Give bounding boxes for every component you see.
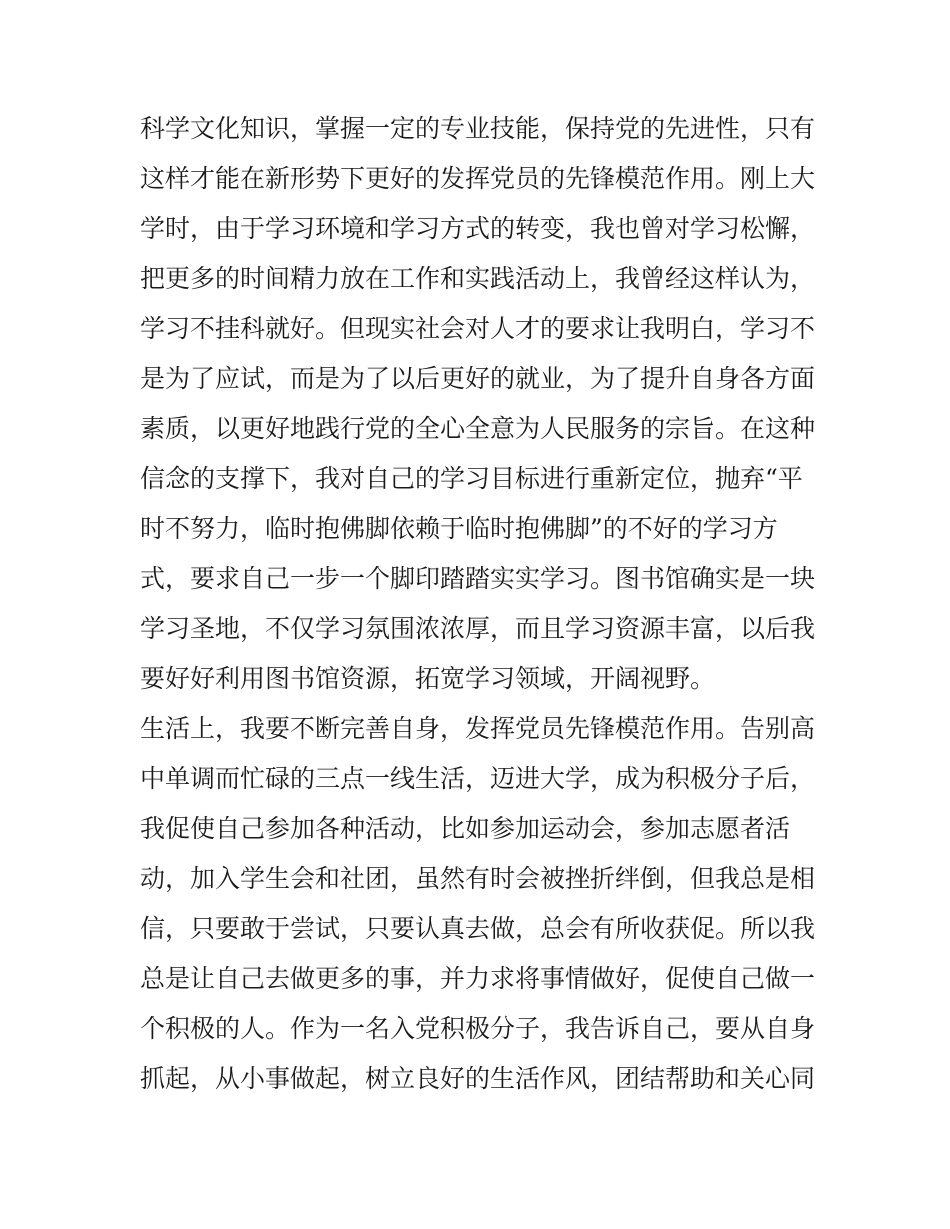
text-line: 把更多的时间精力放在工作和实践活动上，我曾经这样认为， bbox=[140, 264, 816, 293]
text-line: 要好好利用图书馆资源，拓宽学习领域，开阔视野。 bbox=[140, 664, 716, 693]
text-line: 动，加入学生会和社团，虽然有时会被挫折绊倒，但我总是相 bbox=[140, 864, 816, 893]
text-line: 中单调而忙碌的三点一线生活，迈进大学，成为积极分子后， bbox=[140, 764, 816, 793]
text-line: 抓起，从小事做起，树立良好的生活作风，团结帮助和关心同 bbox=[140, 1064, 816, 1093]
text-line: 个积极的人。作为一名入党积极分子，我告诉自己，要从自身 bbox=[140, 1014, 816, 1043]
text-line: 科学文化知识，掌握一定的专业技能，保持党的先进性，只有 bbox=[140, 114, 816, 143]
text-line: 是为了应试，而是为了以后更好的就业，为了提升自身各方面 bbox=[140, 364, 816, 393]
text-line: 时不努力，临时抱佛脚依赖于临时抱佛脚”的不好的学习方 bbox=[140, 514, 778, 543]
text-line: 式，要求自己一步一个脚印踏踏实实学习。图书馆确实是一块 bbox=[140, 564, 816, 593]
body-text bbox=[140, 104, 820, 1104]
text-line: 素质，以更好地践行党的全心全意为人民服务的宗旨。在这种 bbox=[140, 414, 816, 443]
text-line: 信念的支撑下，我对自己的学习目标进行重新定位，抛弃“平 bbox=[140, 464, 803, 493]
text-line: 学习圣地，不仅学习氛围浓浓厚，而且学习资源丰富，以后我 bbox=[140, 614, 816, 643]
text-line: 总是让自己去做更多的事，并力求将事情做好，促使自己做一 bbox=[140, 964, 816, 993]
text-line: 学习不挂科就好。但现实社会对人才的要求让我明白，学习不 bbox=[140, 314, 816, 343]
text-line: 学时，由于学习环境和学习方式的转变，我也曾对学习松懈， bbox=[140, 214, 816, 243]
text-line: 我促使自己参加各种活动，比如参加运动会，参加志愿者活 bbox=[140, 814, 791, 843]
text-line: 生活上，我要不断完善自身，发挥党员先锋模范作用。告别高 bbox=[140, 714, 816, 743]
text-line: 这样才能在新形势下更好的发挥党员的先锋模范作用。刚上大 bbox=[140, 164, 816, 193]
text-line: 信，只要敢于尝试，只要认真去做，总会有所收获促。所以我 bbox=[140, 914, 816, 943]
